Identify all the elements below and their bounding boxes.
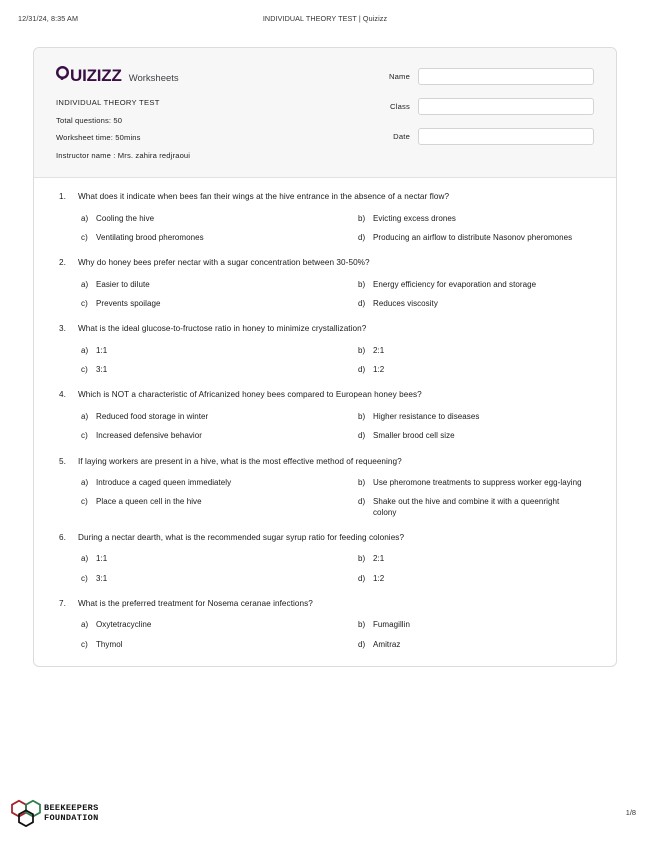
option-c[interactable] [81,640,358,650]
question-text: What is the preferred treatment for Nosema ceranae infections? [78,598,313,608]
question-heading [56,324,594,334]
option-key: a) [81,345,89,355]
option-text: 1:1 [96,554,108,564]
question-number: 4. [59,390,67,400]
question-text: What is the ideal glucose-to-fructose ratio in honey to minimize crystallization? [78,324,367,334]
option-key: d) [358,233,366,243]
option-key: d) [358,431,366,441]
option-text: 3:1 [96,573,108,583]
option-text: Reduces viscosity [373,299,438,309]
option-text: Ventilating brood pheromones [96,233,204,243]
option-text: 1:1 [96,345,108,355]
option-text: Higher resistance to diseases [373,411,480,421]
option-key: a) [81,411,89,421]
question-item [56,192,594,243]
instructor-name: Instructor name : Mrs. zahira redjraoui [56,150,191,160]
option-b[interactable] [358,214,594,224]
page-footer [0,799,650,833]
option-text: Fumagillin [373,620,410,630]
option-key: b) [358,477,366,487]
option-a[interactable] [81,214,358,224]
quizizz-branding [56,66,190,86]
option-d[interactable] [358,365,594,375]
option-text: 2:1 [373,345,385,355]
option-b[interactable] [358,346,594,356]
option-b[interactable] [358,478,594,488]
option-text: Evicting excess drones [373,213,456,223]
question-item [56,324,594,375]
beekeepers-foundation-logo [11,799,99,827]
option-a[interactable] [81,346,358,356]
option-c[interactable] [81,497,358,518]
question-heading [56,533,594,543]
date-input[interactable] [418,128,594,145]
date-field-label: Date [393,132,410,141]
options-grid [56,620,594,650]
worksheet-meta [56,64,190,159]
worksheet-header [34,48,616,178]
option-d[interactable] [358,299,594,309]
quizizz-logo [56,66,122,86]
option-text: 1:2 [373,573,385,583]
option-text: Cooling the hive [96,213,155,223]
question-item [56,258,594,309]
worksheet-sheet [33,47,617,667]
org-line-1: BEEKEEPERS [44,802,99,813]
option-key: d) [358,639,366,649]
option-text: Oxytetracycline [96,620,152,630]
option-d[interactable] [358,640,594,650]
option-c[interactable] [81,233,358,243]
worksheet-time: Worksheet time: 50mins [56,133,141,143]
worksheet-title: INDIVIDUAL THEORY TEST [56,98,160,107]
question-heading [56,390,594,400]
option-d[interactable] [358,431,594,441]
options-grid [56,280,594,310]
option-key: a) [81,554,89,564]
honeycomb-icon [11,799,41,827]
option-text: 1:2 [373,365,385,375]
option-c[interactable] [81,574,358,584]
question-number: 2. [59,258,67,268]
option-key: d) [358,497,366,507]
options-grid [56,478,594,518]
option-text: Prevents spoilage [96,299,161,309]
option-key: a) [81,620,89,630]
option-key: d) [358,299,366,309]
option-c[interactable] [81,365,358,375]
question-number: 7. [59,598,67,608]
page-number: 1/8 [625,808,636,817]
option-a[interactable] [81,478,358,488]
student-fields [366,64,594,145]
question-number: 3. [59,324,67,334]
option-text: Amitraz [373,639,401,649]
class-field-label: Class [390,102,410,111]
option-key: c) [81,497,88,507]
option-b[interactable] [358,280,594,290]
option-key: c) [81,365,88,375]
option-text: Energy efficiency for evaporation and storage [373,279,537,289]
option-text: 3:1 [96,365,108,375]
print-header [0,14,650,28]
org-line-2: FOUNDATION [44,813,99,823]
option-text: Introduce a caged queen immediately [96,477,232,487]
question-text: If laying workers are present in a hive, what is the most effective method of requeening? [78,456,402,466]
options-grid [56,214,594,244]
questions-list [34,178,616,666]
option-key: a) [81,477,89,487]
option-a[interactable] [81,412,358,422]
quizizz-q-icon [56,66,70,81]
option-key: c) [81,431,88,441]
option-key: a) [81,279,89,289]
question-heading [56,599,594,609]
field-row-date [366,128,594,145]
option-key: b) [358,411,366,421]
quizizz-wordmark: UIZIZZ [70,66,122,85]
option-text: Easier to dilute [96,279,150,289]
question-heading [56,258,594,268]
name-field-label: Name [388,72,410,81]
question-item [56,390,594,441]
option-text: Producing an airflow to distribute Nasonov pheromones [373,233,573,243]
option-b[interactable] [358,412,594,422]
options-grid [56,412,594,442]
print-doc-title: INDIVIDUAL THEORY TEST | Quizizz [262,14,388,23]
option-key: d) [358,573,366,583]
option-b[interactable] [358,554,594,564]
option-key: a) [81,213,89,223]
print-timestamp: 12/31/24, 8:35 AM [18,14,79,23]
option-text: Thymol [96,639,123,649]
question-text: Why do honey bees prefer nectar with a sugar concentration between 30-50%? [78,258,370,268]
foundation-name [44,803,99,823]
option-key: c) [81,639,88,649]
options-grid [56,346,594,376]
option-d[interactable] [358,574,594,584]
total-questions: Total questions: 50 [56,115,123,125]
question-heading [56,457,594,467]
question-number: 5. [59,456,67,466]
question-item [56,533,594,584]
field-row-name [366,68,594,85]
option-key: c) [81,299,88,309]
question-text: Which is NOT a characteristic of Africanized honey bees compared to European honey bees? [78,390,422,400]
option-key: c) [81,233,88,243]
option-text: 2:1 [373,554,385,564]
option-d[interactable] [358,233,594,243]
worksheets-label: Worksheets [128,73,179,84]
option-key: c) [81,573,88,583]
option-b[interactable] [358,620,594,630]
option-key: b) [358,554,366,564]
option-text: Smaller brood cell size [373,431,455,441]
option-key: b) [358,213,366,223]
question-item [56,599,594,650]
option-key: b) [358,620,366,630]
option-text: Reduced food storage in winter [96,411,209,421]
question-number: 6. [59,532,67,542]
option-a[interactable] [81,620,358,630]
option-c[interactable] [81,431,358,441]
name-input[interactable] [418,68,594,85]
field-row-class [366,98,594,115]
question-text: During a nectar dearth, what is the recommended sugar syrup ratio for feeding colonies? [78,532,405,542]
option-key: b) [358,279,366,289]
option-key: b) [358,345,366,355]
question-item [56,457,594,518]
option-d[interactable] [358,497,594,518]
question-text: What does it indicate when bees fan their wings at the hive entrance in the absence of a nectar flow? [78,192,450,202]
question-heading [56,192,594,202]
option-text: Place a queen cell in the hive [96,497,202,507]
class-input[interactable] [418,98,594,115]
options-grid [56,554,594,584]
option-c[interactable] [81,299,358,309]
question-number: 1. [59,192,67,202]
option-key: d) [358,365,366,375]
option-a[interactable] [81,280,358,290]
option-text: Increased defensive behavior [96,431,202,441]
option-text: Use pheromone treatments to suppress worker egg-laying [373,477,582,487]
option-a[interactable] [81,554,358,564]
option-text: Shake out the hive and combine it with a queenright colony [373,497,560,517]
